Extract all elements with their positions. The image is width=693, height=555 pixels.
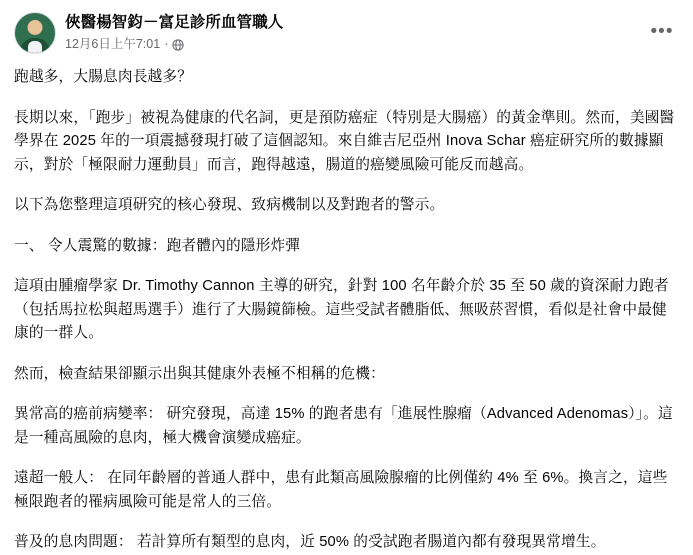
post-header	[14, 12, 679, 54]
post-paragraph: 以下為您整理這項研究的核心發現、致病機制以及對跑者的警示。	[14, 197, 445, 213]
post-paragraph: 普及的息肉問題： 若計算所有類型的息肉，近 50% 的受試跑者腸道內都有發現異常增生。	[14, 534, 606, 550]
post-author-name[interactable]: 俠醫楊智鈞－富足診所血管職人	[65, 14, 284, 31]
avatar-face	[28, 20, 43, 35]
post-paragraph: 這項由腫瘤學家 Dr. Timothy Cannon 主導的研究，針對 100 名年齡介於 35 至 50 歲的資深耐力跑者（包括馬拉松與超馬選手）進行了大腸鏡篩檢。這些受試者體脂低、無吸菸習慣，看似是社會中最健康的一群人。	[14, 278, 669, 341]
post-header-text	[65, 12, 679, 52]
post-paragraph: 遠超一般人： 在同年齡層的普通人群中，患有此類高風險腺瘤的比例僅約 4% 至 6%。換言之，這些極限跑者的罹病風險可能是常人的三倍。	[14, 470, 668, 510]
post-paragraph: 然而，檢查結果卻顯示出與其健康外表極不相稱的危機：	[14, 365, 385, 382]
globe-icon[interactable]	[172, 39, 184, 51]
meta-separator: ·	[164, 37, 169, 51]
avatar-shirt	[28, 41, 42, 53]
post-timestamp[interactable]: 12月6日上午7:01	[65, 37, 161, 51]
post-body	[14, 66, 679, 555]
post-paragraph: 一、 令人震驚的數據：跑者體內的隱形炸彈	[14, 237, 301, 254]
post-paragraph: 長期以來，「跑步」被視為健康的代名詞，更是預防癌症（特別是大腸癌）的黃金準則。然而，美國醫學界在 2025 年的一項震撼發現打破了這個認知。來自維吉尼亞州 Inova Schar 癌症研究所的數據顯示，對於「極限耐力運動員」而言，跑得越遠，腸道的癌變風險可能反而越高。	[14, 109, 675, 173]
author-avatar[interactable]	[14, 12, 56, 54]
post-paragraph: 跑越多，大腸息肉長越多？	[14, 69, 193, 85]
post-paragraph: 異常高的癌前病變率： 研究發現，高達 15% 的跑者患有「進展性腺瘤（Advanced Adenomas）」。這是一種高風險的息肉，極大機會演變成癌症。	[14, 406, 673, 446]
post-meta	[65, 36, 679, 52]
more-options-icon[interactable]: •••	[650, 20, 674, 42]
